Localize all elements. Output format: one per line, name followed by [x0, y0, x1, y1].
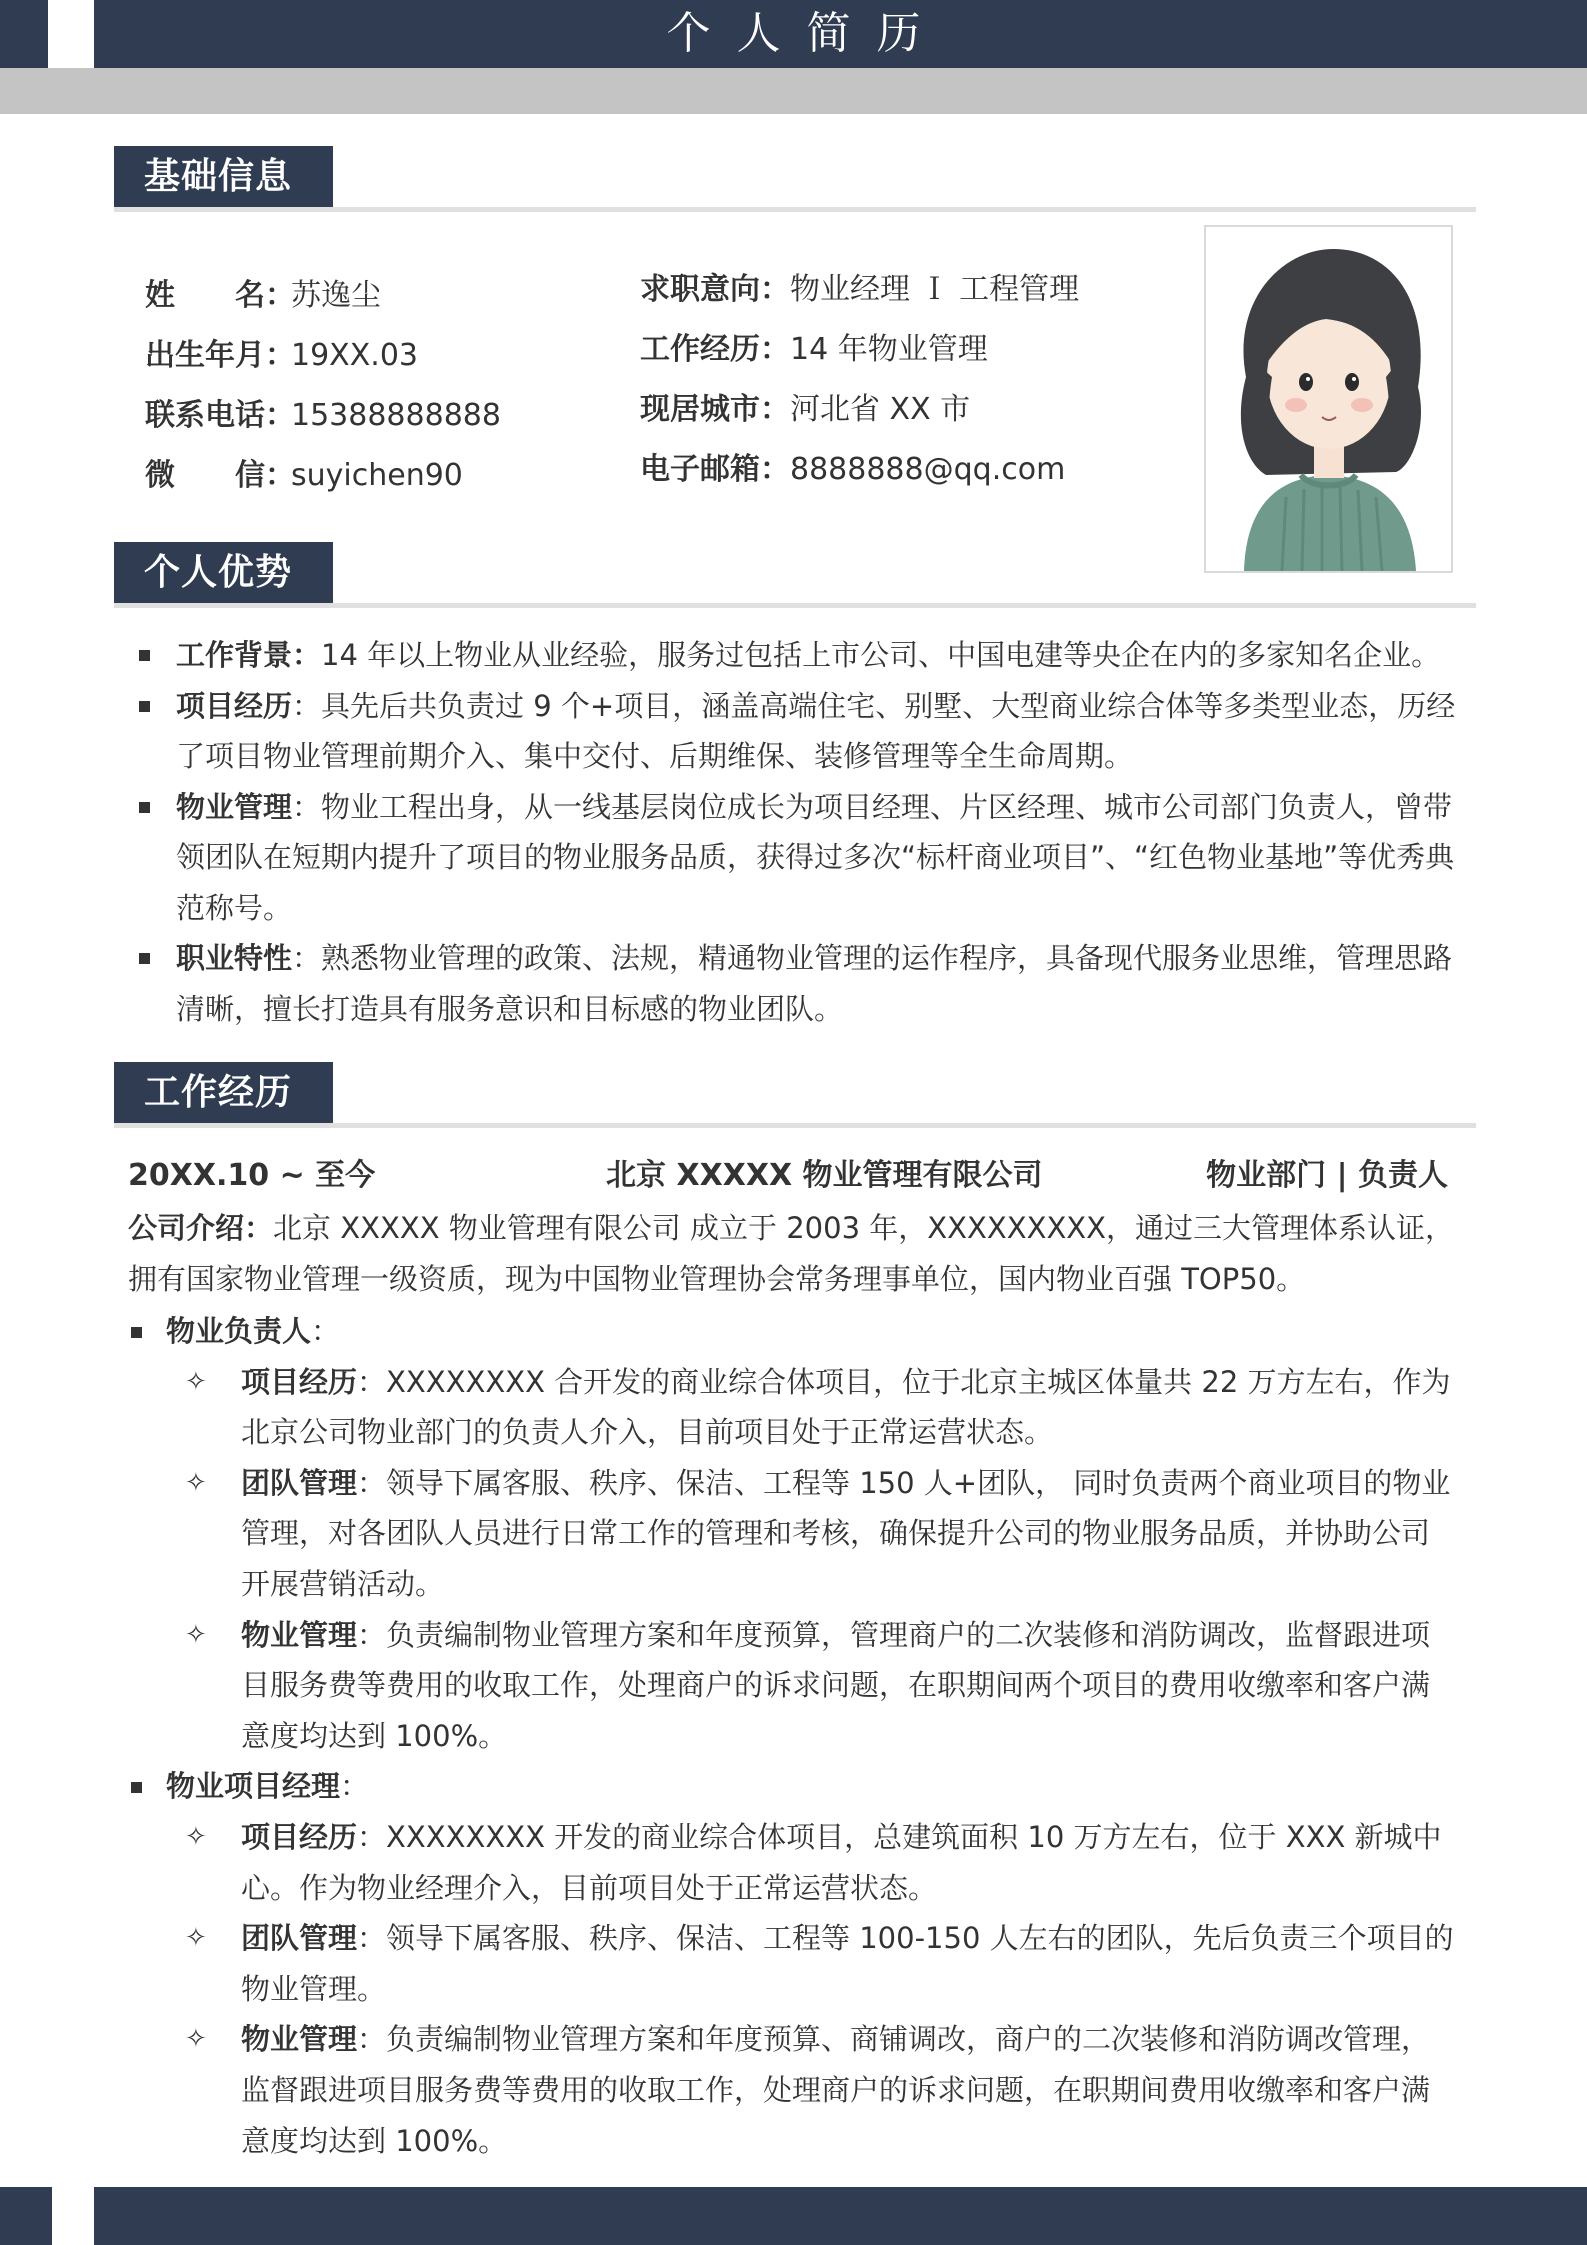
job-header — [128, 1156, 1448, 1196]
section-rule — [114, 1123, 1476, 1128]
star-bullet-icon: ✧ — [185, 1923, 207, 1954]
info-label: 电子邮箱： — [640, 452, 790, 487]
item-label: 团队管理 — [241, 1921, 358, 1956]
role-name: 物业负责人 — [166, 1314, 312, 1348]
strength-title: 物业管理 — [176, 789, 293, 824]
item-text: ：领导下属客服、秩序、保洁、工程等 150 人+团队， 同时负责两个商业项目的物业管理，对各团队人员进行日常工作的管理和考核，确保提升公司的物业服务品质，并协助公司开展营销活动。 — [241, 1465, 1451, 1601]
role-item — [128, 1458, 1458, 1610]
list-item — [114, 630, 1476, 681]
job-roles — [128, 1306, 1458, 2166]
item-label: 物业管理 — [241, 2022, 358, 2057]
job-role: 物业部门 | 负责人 — [1206, 1158, 1448, 1193]
role-colon: ： — [311, 1314, 341, 1348]
item-text: ：领导下属客服、秩序、保洁、工程等 100-150 人左右的团队，先后负责三个项目的物业管理。 — [241, 1921, 1454, 2006]
info-label: 现居城市： — [640, 392, 790, 427]
strength-title: 工作背景： — [176, 638, 322, 672]
strength-title: 职业特性 — [176, 941, 293, 975]
company-intro — [128, 1203, 1458, 1305]
section-title: 个人优势 — [144, 552, 293, 593]
item-label: 项目经历 — [241, 1819, 358, 1854]
item-label: 项目经历 — [241, 1364, 358, 1399]
strength-text: ：物业工程出身，从一线基层岗位成长为项目经理、片区经理、城市公司部门负责人，曾带领团队在短期内提升了项目的物业服务品质，获得过多次“标杆商业项目”、“红色物业基地”等优秀典范称号。 — [176, 789, 1455, 925]
intro-text: 北京 XXXXX 物业管理有限公司 成立于 2003 年，XXXXXXXXX，通过三大管理体系认证，拥有国家物业管理一级资质，现为中国物业管理协会常务理事单位，国内物业百强 TOP50。 — [128, 1211, 1455, 1296]
job-date: 20XX.10 ~ 至今 — [128, 1158, 376, 1193]
section-experience — [114, 1062, 333, 1123]
star-bullet-icon: ✧ — [185, 1467, 207, 1498]
list-item — [114, 681, 1476, 782]
info-phone — [145, 396, 501, 436]
info-value: 15388888888 — [291, 398, 501, 433]
item-text: ：负责编制物业管理方案和年度预算、商铺调改，商户的二次装修和消防调改管理，监督跟进项目服务费等费用的收取工作，处理商户的诉求问题，在职期间费用收缴率和客户满意度均达到 100%。 — [241, 2022, 1431, 2158]
info-birth — [145, 336, 418, 376]
info-label: 姓 名： — [145, 278, 295, 313]
info-label: 工作经历： — [640, 332, 790, 367]
info-wechat — [145, 456, 463, 496]
item-text: ：负责编制物业管理方案和年度预算，管理商户的二次装修和消防调改，监督跟进项目服务费等费用的收取工作，处理商户的诉求问题，在职期间两个项目的费用收缴率和客户满意度均达到 100%。 — [241, 1617, 1431, 1753]
item-label: 团队管理 — [241, 1465, 358, 1500]
info-label: 微 信： — [145, 458, 295, 493]
job-company: 北京 XXXXX 物业管理有限公司 — [606, 1158, 1043, 1193]
role-title — [128, 1306, 1458, 1357]
info-experience — [640, 330, 988, 370]
info-name — [145, 276, 381, 316]
strength-title: 项目经历 — [176, 688, 293, 723]
star-bullet-icon: ✧ — [185, 1821, 207, 1852]
intro-label: 公司介绍： — [128, 1211, 274, 1245]
role-title — [128, 1761, 1458, 1812]
role-item — [128, 1812, 1458, 1913]
avatar-illustration — [1206, 227, 1451, 571]
role-item — [128, 1610, 1458, 1762]
star-bullet-icon: ✧ — [185, 1366, 207, 1397]
info-value: 14 年物业管理 — [790, 332, 988, 367]
list-item — [114, 782, 1476, 934]
strength-text: ：熟悉物业管理的政策、法规，精通物业管理的运作程序，具备现代服务业思维，管理思路清晰，擅长打造具有服务意识和目标感的物业团队。 — [176, 941, 1453, 1026]
header-grey-band — [0, 68, 1587, 114]
section-basic-info — [114, 146, 333, 207]
info-value: 物业经理 Ｉ 工程管理 — [790, 272, 1080, 307]
item-text: ：XXXXXXXX 开发的商业综合体项目，总建筑面积 10 万方左右，位于 XXX 新城中心。作为物业经理介入，目前项目处于正常运营状态。 — [241, 1819, 1442, 1905]
info-value: suyichen90 — [291, 458, 463, 493]
star-bullet-icon: ✧ — [185, 1619, 207, 1650]
footer-band — [94, 2187, 1587, 2245]
footer-block — [0, 2187, 52, 2245]
role-item — [128, 2014, 1458, 2166]
role-item — [128, 1357, 1458, 1458]
avatar-photo — [1204, 225, 1453, 573]
info-value: 河北省 XX 市 — [790, 392, 971, 427]
info-city — [640, 390, 970, 430]
info-value: 19XX.03 — [291, 338, 418, 373]
info-intent — [640, 270, 1079, 310]
info-email — [640, 450, 1065, 490]
section-strengths — [114, 542, 333, 603]
role-name: 物业项目经理 — [166, 1769, 341, 1804]
info-value: 苏逸尘 — [291, 278, 381, 313]
section-title: 基础信息 — [144, 156, 293, 197]
star-bullet-icon: ✧ — [185, 2024, 207, 2055]
item-label: 物业管理 — [241, 1617, 358, 1652]
info-label: 求职意向： — [640, 272, 790, 307]
item-text: ：XXXXXXXX 合开发的商业综合体项目，位于北京主城区体量共 22 万方左右，作为北京公司物业部门的负责人介入，目前项目处于正常运营状态。 — [241, 1364, 1451, 1450]
section-title: 工作经历 — [144, 1072, 293, 1113]
role-item — [128, 1913, 1458, 2014]
info-value: 8888888@qq.com — [790, 452, 1066, 487]
strengths-list — [114, 630, 1476, 1034]
strength-text: 14 年以上物业从业经验，服务过包括上市公司、中国电建等央企在内的多家知名企业。 — [321, 638, 1441, 672]
section-rule — [114, 207, 1476, 212]
info-label: 出生年月： — [145, 338, 295, 373]
page-title: 个人简历 — [666, 8, 947, 59]
section-rule — [114, 603, 1476, 608]
role-colon: ： — [340, 1769, 370, 1804]
strength-text: ：具先后共负责过 9 个+项目，涵盖高端住宅、别墅、大型商业综合体等多类型业态，历经了项目物业管理前期介入、集中交付、后期维保、装修管理等全生命周期。 — [176, 688, 1456, 773]
list-item — [114, 933, 1476, 1034]
info-label: 联系电话： — [145, 398, 295, 433]
